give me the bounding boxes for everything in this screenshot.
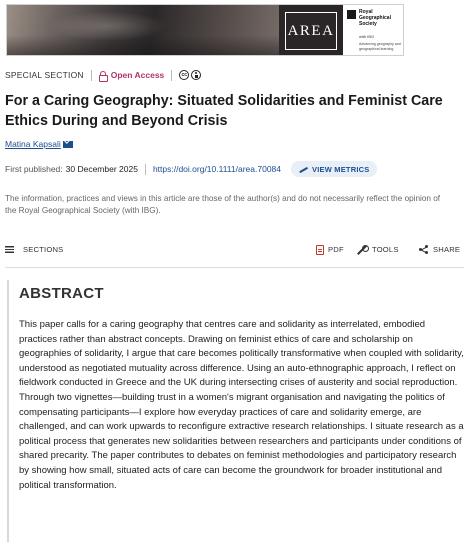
- divider: [171, 70, 172, 81]
- sections-button[interactable]: [5, 243, 63, 256]
- publication-row: [5, 161, 377, 177]
- doi-link[interactable]: https://doi.org/10.1111/area.70084: [152, 164, 282, 174]
- share-label: SHARE: [433, 245, 461, 254]
- view-metrics-button[interactable]: [291, 161, 377, 177]
- creative-commons-icon[interactable]: cc: [179, 70, 189, 80]
- abstract-body: This paper calls for a caring geography that centres care and solidarity as interrelated, embodied practices rather than abstract concepts. Drawing on feminist ethics of care and scholarship on geographies of solidarity, I argue that care becomes politically transformative when coupled with solidarity, understood as negotiated mutuality across difference. Using an auto-ethnographic approach, I reflect on fieldwork conducted in Greece and the UK during intersecting crises of austerity and social reproduction. Through two vignettes—building trust in a women's migrant organisation and navigating the politics of compensating participants—I explore how everyday practices of care and solidarity emerge, are challenged, and can work upwards to reconfigure extractive research relationships. I situate research as a political process that generates new solidarities between researchers and participants under conditions of shared precarity. The paper contributes to debates on feminist methodologies and participatory research by showing how small, situated acts of care can become the groundwork for broader institutional and political transformation.: [19, 319, 464, 491]
- area-logo-text: AREA: [287, 23, 335, 39]
- pdf-label: PDF: [328, 245, 344, 254]
- banner-photo: [7, 5, 285, 56]
- share-icon: [419, 245, 428, 254]
- rgs-logo: [343, 5, 404, 56]
- tools-label: TOOLS: [372, 245, 399, 254]
- abstract-heading: ABSTRACT: [19, 285, 104, 302]
- published-label: First published:: [5, 164, 63, 174]
- email-icon[interactable]: [63, 141, 73, 148]
- section-label: SPECIAL SECTION: [5, 70, 84, 80]
- pdf-icon: [316, 245, 324, 255]
- author-link[interactable]: Matina Kapsali: [5, 139, 61, 149]
- disclaimer-text: The information, practices and views in this article are those of the author(s) and do not necessarily reflect the opinion of the Royal Geographical Society (with IBG).: [5, 194, 441, 215]
- pdf-button[interactable]: [316, 243, 344, 256]
- rgs-emblem-icon: [347, 10, 356, 19]
- divider: [91, 70, 92, 81]
- trend-icon: [299, 166, 308, 173]
- author-row: [5, 139, 73, 149]
- published-date: 30 December 2025: [65, 164, 138, 174]
- abstract-accent-bar: [7, 280, 9, 542]
- journal-banner[interactable]: [6, 4, 404, 56]
- share-button[interactable]: [419, 243, 460, 256]
- attribution-icon[interactable]: [191, 70, 201, 80]
- list-icon: [5, 246, 14, 253]
- rgs-society-name: Royal Geographical Society: [359, 9, 391, 27]
- view-metrics-label: VIEW METRICS: [312, 164, 370, 174]
- article-toolbar: [5, 243, 464, 256]
- area-journal-logo: [285, 12, 337, 50]
- article-title: For a Caring Geography: Situated Solidarities and Feminist Care Ethics During and Beyond Crisis: [5, 93, 443, 129]
- article-meta-row: [5, 69, 201, 81]
- open-access-lock-icon: [99, 71, 107, 80]
- sections-label: SECTIONS: [23, 245, 64, 254]
- wrench-icon: [357, 245, 367, 255]
- divider: [145, 164, 146, 175]
- rgs-tagline: Advancing geography and geographical learning: [359, 42, 401, 51]
- section-divider: [5, 267, 464, 268]
- tools-button[interactable]: [357, 243, 399, 256]
- rgs-society-ibg: with IBG: [359, 34, 375, 39]
- open-access-label[interactable]: Open Access: [110, 70, 165, 80]
